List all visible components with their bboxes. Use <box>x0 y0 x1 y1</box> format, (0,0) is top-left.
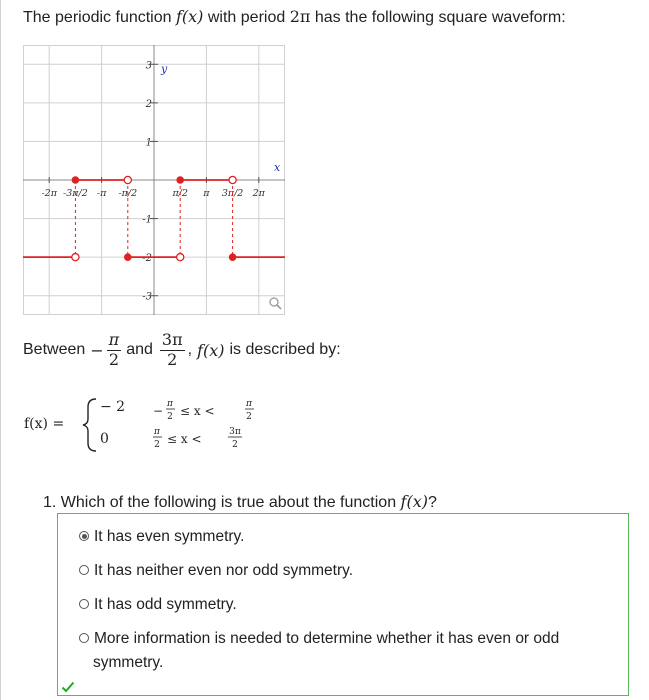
magnifier-icon[interactable] <box>270 298 281 309</box>
radio-button[interactable] <box>79 633 89 643</box>
svg-text:π: π <box>246 399 252 409</box>
answer-choices <box>57 513 629 696</box>
svg-text:π: π <box>167 399 173 409</box>
waveform-graph <box>23 45 285 315</box>
svg-text:2: 2 <box>246 412 252 422</box>
y-tick-label: 3 <box>145 60 152 72</box>
svg-text:3π: 3π <box>229 427 241 437</box>
checkmark-icon <box>61 681 75 693</box>
svg-text:2: 2 <box>232 440 238 450</box>
radio-button[interactable] <box>79 565 89 575</box>
choice-even-symmetry[interactable]: It has even symmetry. <box>79 525 244 549</box>
y-tick-label: -2 <box>142 253 152 265</box>
intro-text: The periodic function f(x) with period 2π has the following square waveform: <box>23 7 566 26</box>
fraction-3pi-over-2: $\frac{3\pi}{2}$ <box>161 330 183 369</box>
intro-function: f(x) <box>175 7 204 26</box>
question-text: 1. Which of the following is true about the function f(x)? <box>43 492 437 511</box>
left-border <box>0 0 1 700</box>
piecewise-definition <box>24 393 284 457</box>
case2-value: 0 <box>100 431 109 447</box>
case1-value: − 2 <box>100 399 126 415</box>
x-tick-label: π <box>203 188 210 199</box>
open-endpoint <box>229 176 236 183</box>
svg-text:2: 2 <box>154 440 160 450</box>
y-tick-label: -1 <box>142 214 152 226</box>
open-endpoint <box>72 254 79 261</box>
x-tick-label: -2π <box>41 188 57 199</box>
filled-endpoint <box>124 253 132 261</box>
choice-more-information[interactable]: More information is needed to determine whether it has even or odd symmetry. <box>79 627 559 675</box>
svg-text:π: π <box>154 427 160 437</box>
x-tick-label: π/2 <box>172 188 188 199</box>
filled-endpoint <box>229 253 237 261</box>
y-tick-label: 2 <box>145 98 152 110</box>
y-tick-label: 1 <box>145 137 152 149</box>
x-tick-label: 3π/2 <box>221 188 244 199</box>
svg-text:2: 2 <box>167 412 173 422</box>
intro-period: 2π <box>289 7 311 26</box>
radio-button[interactable] <box>79 599 89 609</box>
left-brace <box>83 399 96 451</box>
svg-text:−: − <box>153 404 164 418</box>
between-statement: Between − $\frac{\pi}{2}$ and $\frac{3\pi}{2}$ , f(x) is described by: <box>23 330 341 369</box>
open-endpoint <box>177 254 184 261</box>
fraction-neg-pi-over-2: $\frac{\pi}{2}$ <box>108 330 120 369</box>
axes <box>23 45 285 315</box>
radio-button-selected[interactable] <box>79 531 89 541</box>
x-axis-label: x <box>274 161 281 174</box>
y-tick-label: -3 <box>142 291 152 303</box>
open-endpoint <box>124 176 131 183</box>
choice-odd-symmetry[interactable]: It has odd symmetry. <box>79 593 237 617</box>
piecewise-lhs: f(x) = <box>24 416 65 432</box>
x-tick-label: -3π/2 <box>63 188 88 199</box>
filled-endpoint <box>176 176 184 184</box>
filled-endpoint <box>72 176 80 184</box>
svg-text:≤ x <: ≤ x < <box>167 432 202 446</box>
svg-text:≤ x <: ≤ x < <box>180 404 215 418</box>
x-tick-label: -π <box>96 188 107 199</box>
choice-neither-symmetry[interactable]: It has neither even nor odd symmetry. <box>79 559 353 583</box>
y-axis-label: y <box>161 62 168 76</box>
x-tick-label: 2π <box>252 188 265 199</box>
x-tick-label: -π/2 <box>118 188 138 199</box>
